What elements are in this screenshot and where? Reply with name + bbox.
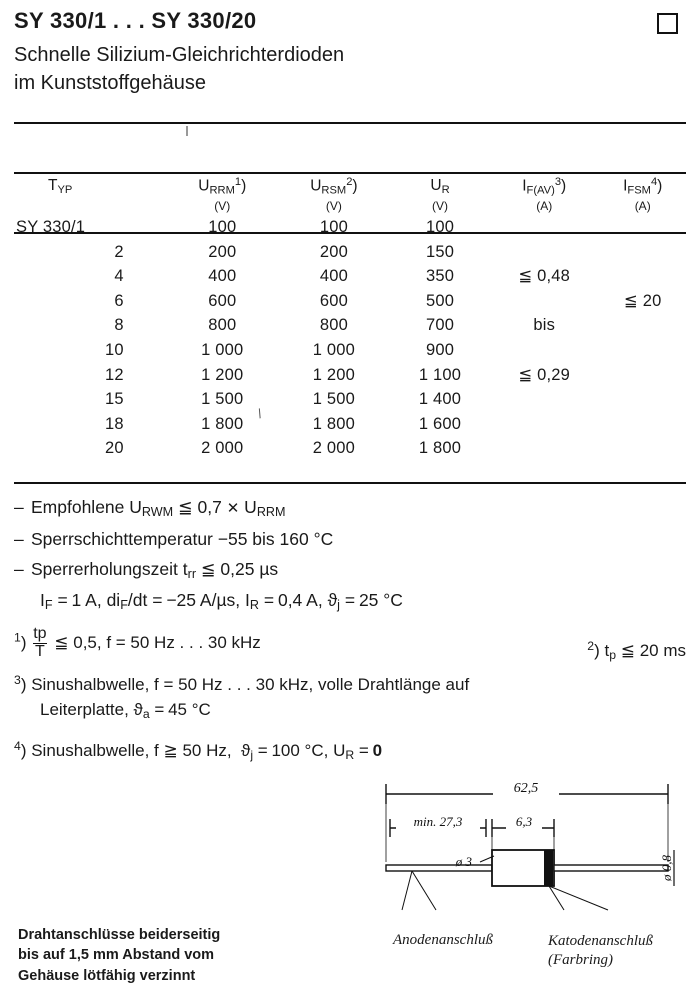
- cell-ifav: [489, 240, 599, 265]
- cell-ur: 1 600: [418, 414, 462, 433]
- svg-text:6,3: 6,3: [515, 814, 533, 829]
- cell-urrm: 100: [208, 218, 237, 237]
- note-item-3-detail: $I_F = 1$ A, $di_F/dt = -25$ A/µs, $I_R = 0,4$ A, $ϑ_j = 25$ °C: [40, 590, 403, 613]
- svg-text:min. 27,3: min. 27,3: [413, 814, 463, 829]
- label-anode: Anodenanschluß: [393, 932, 493, 948]
- cell-ur: 350: [425, 267, 455, 286]
- cell-typ: 12: [105, 365, 124, 384]
- cell-ursm: 1 800: [312, 414, 356, 433]
- dash-bullet: –: [14, 497, 24, 517]
- cell-ifsm: [599, 264, 686, 289]
- note-item-3: – Sperrerholungszeit $t_{rr}$ ≦ 0,25 µs: [14, 556, 686, 585]
- cell-urrm: 400: [208, 267, 237, 286]
- cell-ursm: 2 000: [312, 439, 356, 458]
- cell-ur: 900: [425, 340, 455, 359]
- cell-ifav: [489, 412, 599, 437]
- cell-ursm: 600: [319, 291, 348, 310]
- parameter-table: [14, 176, 686, 461]
- col-header-ursm: $U_{RSM}^2$) (V): [310, 176, 358, 214]
- table-row: [14, 215, 686, 240]
- table-row: [14, 387, 686, 412]
- square-outline-icon: [657, 13, 678, 34]
- cell-typ: 2: [114, 242, 124, 261]
- cell-typ: 15: [105, 390, 124, 409]
- subtitle-line-1: Schnelle Silizium-Gleichrichterdioden: [14, 44, 345, 66]
- footnote-2: $^2$) $t_p$ ≦ 20 ms: [587, 639, 686, 663]
- footnote-3-line-2: Leiterplatte, $ϑ_a = 45$ °C: [40, 699, 211, 721]
- page-subtitle: [14, 42, 674, 97]
- cell-ifsm: [599, 363, 686, 388]
- table-row: [14, 264, 686, 289]
- cell-typ: 18: [105, 414, 124, 433]
- cell-ur: 700: [425, 316, 455, 335]
- col-header-ur: $U_R$ (V): [430, 177, 450, 213]
- cell-ifsm: ≦ 20: [623, 291, 662, 310]
- cell-typ: 10: [105, 340, 124, 359]
- cell-urrm: 600: [208, 291, 237, 310]
- cell-ursm: 200: [319, 242, 348, 261]
- col-header-ifsm: $I_{FSM}^4$) (A): [623, 176, 663, 214]
- cell-ursm: 400: [319, 267, 348, 286]
- cell-ifav: [489, 436, 599, 461]
- note-item-1: – Empfohlene $U_{RWM}$ ≦ 0,7 ✕ $U_{RRM}$: [14, 494, 686, 523]
- cell-urrm: 800: [208, 316, 237, 335]
- cell-ur: 500: [425, 291, 455, 310]
- caption-line-2: bis auf 1,5 mm Abstand vom: [18, 947, 215, 964]
- divider-table-bottom: [14, 482, 686, 484]
- dash-bullet: –: [14, 558, 24, 579]
- fraction-numerator: tp: [33, 625, 47, 642]
- svg-text:ø 0,8: ø 0,8: [659, 855, 674, 881]
- cell-ifsm: [599, 215, 686, 240]
- label-kathode: [548, 932, 653, 970]
- cell-urrm: 1 800: [201, 414, 244, 433]
- svg-text:62,5: 62,5: [513, 781, 539, 796]
- tick-mark: [186, 126, 188, 136]
- col-header-typ: $T_{YP}$: [48, 177, 73, 196]
- cell-ursm: 1 000: [312, 340, 356, 359]
- cell-typ: 8: [114, 316, 124, 335]
- footnote-2-text: $t_p$ ≦ 20 ms: [604, 641, 686, 663]
- cell-ursm: 1 200: [312, 365, 356, 384]
- label-kathode-line-1: Katodenanschluß: [548, 933, 653, 949]
- cell-ifav: [489, 215, 599, 240]
- divider-top: [14, 122, 686, 124]
- cell-ifav: ≦ 0,48: [518, 267, 571, 286]
- table-row: [14, 363, 686, 388]
- cell-ur: 1 400: [418, 390, 462, 409]
- cell-ur: 1 100: [418, 365, 462, 384]
- table-row: [14, 289, 686, 314]
- cell-urrm: 200: [208, 242, 237, 261]
- cell-ifsm: [599, 436, 686, 461]
- col-header-ifav: $I_{F(AV)}^3$) (A): [522, 176, 567, 214]
- cell-ur: 100: [425, 218, 455, 237]
- cell-typ: 4: [114, 267, 124, 286]
- footnote-1: $^1$) $\frac{tp}{T}$ ≦ 0,5, f = 50 Hz . . . 30 kHz $^2$) $t_p$ ≦ 20 ms: [14, 626, 686, 661]
- caption-line-1: Drahtanschlüsse beiderseitig: [18, 927, 221, 943]
- table-row: [14, 412, 686, 437]
- table-header-row: [14, 176, 686, 215]
- title-row: [14, 8, 686, 34]
- dash-bullet: –: [14, 528, 24, 549]
- cell-typ: 20: [105, 439, 124, 458]
- lead-finish-caption: [18, 925, 318, 986]
- cell-ur: 1 800: [418, 439, 462, 458]
- cell-ifav: ≦ 0,29: [518, 365, 571, 384]
- cell-urrm: 1 200: [201, 365, 244, 384]
- stray-mark: /: [255, 405, 265, 422]
- footnote-4: $^4$) Sinushalbwelle, f ≧ 50 Hz, $ϑ_j = 100$ °C, $U_R = 0$: [14, 739, 383, 763]
- divider-table-head-top: [14, 172, 686, 174]
- footnote-3: [14, 672, 686, 724]
- cell-ifav: [489, 387, 599, 412]
- footnote-1-text: ≦ 0,5, f = 50 Hz . . . 30 kHz: [54, 632, 261, 652]
- cell-ifsm: [599, 240, 686, 265]
- label-kathode-line-2: (Farbring): [548, 951, 613, 968]
- col-header-urrm: $U_{RRM}^1$) (V): [198, 176, 247, 214]
- cell-ifsm: [599, 387, 686, 412]
- table-row: [14, 313, 686, 338]
- cell-typ: SY 330/1: [16, 218, 86, 237]
- duty-cycle-fraction: [33, 626, 46, 661]
- cell-ifav: [489, 289, 599, 314]
- cell-urrm: 2 000: [201, 439, 244, 458]
- cell-ursm: 1 500: [312, 390, 356, 409]
- subtitle-line-2: im Kunststoffgehäuse: [14, 71, 206, 94]
- cell-ursm: 800: [319, 316, 348, 335]
- cell-urrm: 1 500: [201, 390, 244, 409]
- package-outline-svg: [368, 770, 688, 930]
- caption-line-3: Gehäuse lötfähig verzinnt: [18, 967, 196, 984]
- cell-typ: 6: [114, 291, 124, 310]
- page-title: SY 330/1 . . . SY 330/20: [14, 8, 257, 33]
- svg-text:ø 3: ø 3: [455, 854, 472, 869]
- table-row: [14, 436, 686, 461]
- cell-urrm: 1 000: [201, 340, 244, 359]
- footnote-3-text: Sinushalbwelle, f = 50 Hz . . . 30 kHz, volle Drahtlänge auf: [31, 675, 470, 695]
- table-body: [14, 215, 686, 461]
- fraction-denominator: T: [34, 642, 45, 660]
- cell-ur: 150: [425, 242, 455, 261]
- note-item-2: – Sperrschichttemperatur −55 bis 160 °C: [14, 526, 686, 553]
- package-drawing: [368, 770, 688, 930]
- notes-list: [14, 494, 686, 619]
- table-row: [14, 338, 686, 363]
- footnote-3-line-1: $^3$) Sinushalbwelle, f = 50 Hz . . . 30 kHz, volle Drahtlänge auf: [14, 673, 470, 695]
- cell-ifav: [489, 338, 599, 363]
- table-row: [14, 240, 686, 265]
- cell-ifav: bis: [533, 316, 556, 335]
- cell-ifsm: [599, 313, 686, 338]
- cell-ifsm: [599, 412, 686, 437]
- cell-ifsm: [599, 338, 686, 363]
- cell-ursm: 100: [319, 218, 348, 237]
